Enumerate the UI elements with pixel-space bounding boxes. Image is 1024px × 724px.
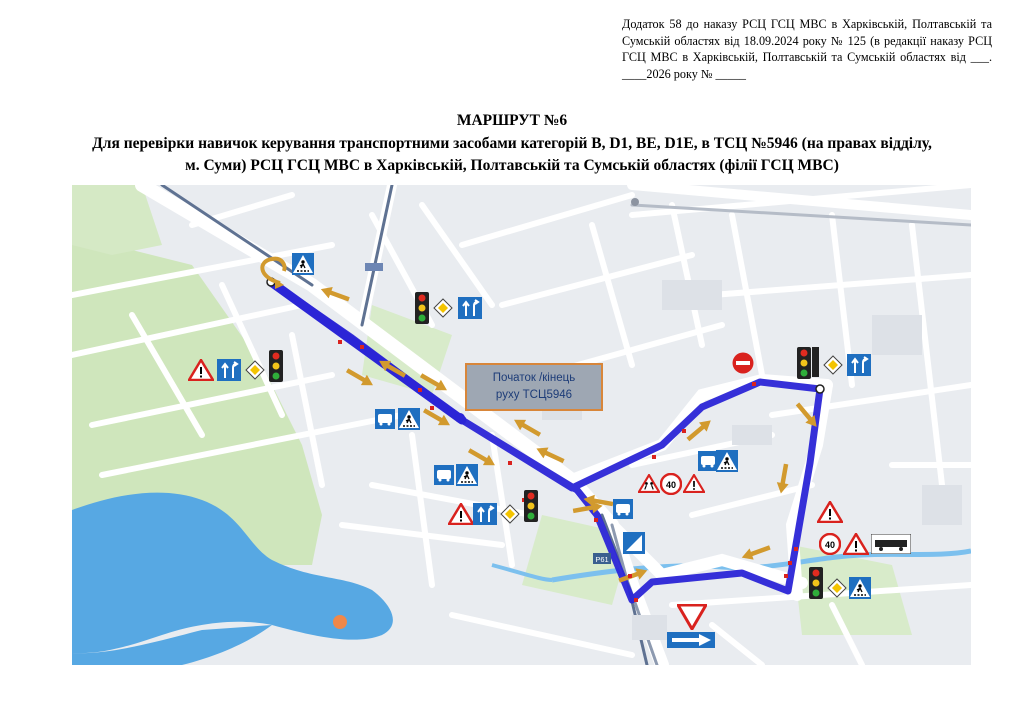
traffic-light-icon	[269, 350, 283, 382]
pedestrian-crossing-icon	[292, 253, 314, 275]
map-badge	[365, 263, 383, 271]
pedestrian-crossing-icon	[849, 577, 871, 599]
route-map[interactable]	[72, 185, 971, 665]
route-subtitle-line1: Для перевірки навичок керування транспортними засобами категорій В, D1, ВЕ, D1Е, в ТСЦ №5946 (на правах відділу,	[92, 135, 932, 152]
lane-direction-icon	[473, 503, 497, 525]
start-finish-label-line1: Початок /кінець	[492, 372, 576, 384]
traffic-light-icon	[797, 347, 811, 379]
speed-limit-value: 40	[665, 480, 677, 490]
lane-direction-icon	[847, 354, 871, 376]
map-canvas	[72, 185, 971, 665]
lane-direction-icon	[458, 297, 482, 319]
start-finish-label[interactable]	[465, 363, 603, 411]
route-title: МАРШРУТ №6	[456, 112, 568, 129]
railway-crossing-icon	[871, 534, 911, 554]
poi-marker[interactable]	[631, 198, 639, 206]
order-annex-note: Додаток 58 до наказу РСЦ ГСЦ МВС в Харківській, Полтавській та Сумській областях від 18.09.2024 року № 125 (в редакції наказу РСЦ ГСЦ МВС в Харківській, Полтавській та Сумській областях від ___. ____2026 року № _____	[622, 17, 992, 81]
route-origin-marker[interactable]	[455, 413, 465, 423]
traffic-light-icon	[809, 567, 823, 599]
traffic-light-side-section	[812, 347, 819, 377]
speed-limit-value: 40	[824, 540, 836, 550]
pedestrian-crossing-icon	[456, 464, 478, 486]
bus-stop-icon	[613, 499, 633, 519]
bus-stop-icon	[375, 409, 395, 429]
poi-marker[interactable]	[333, 615, 347, 629]
traffic-light-icon	[415, 292, 429, 324]
one-way-end-icon	[623, 532, 645, 554]
road-number: Р61	[595, 555, 609, 564]
lane-direction-icon	[217, 359, 241, 381]
pedestrian-crossing-icon	[716, 450, 738, 472]
bus-stop-icon	[434, 465, 454, 485]
no-entry-icon	[733, 353, 754, 374]
one-way-icon	[667, 632, 715, 648]
bus-stop-icon	[698, 451, 718, 471]
start-finish-label-line2: руху ТСЦ5946	[495, 389, 573, 401]
route-turn-point[interactable]	[816, 385, 824, 393]
route-subtitle-line2: м. Суми) РСЦ ГСЦ МВС в Харківській, Полтавській та Сумській областях (філії ГСЦ МВС)	[185, 157, 839, 174]
traffic-light-icon	[524, 490, 538, 522]
pedestrian-crossing-icon	[398, 408, 420, 430]
